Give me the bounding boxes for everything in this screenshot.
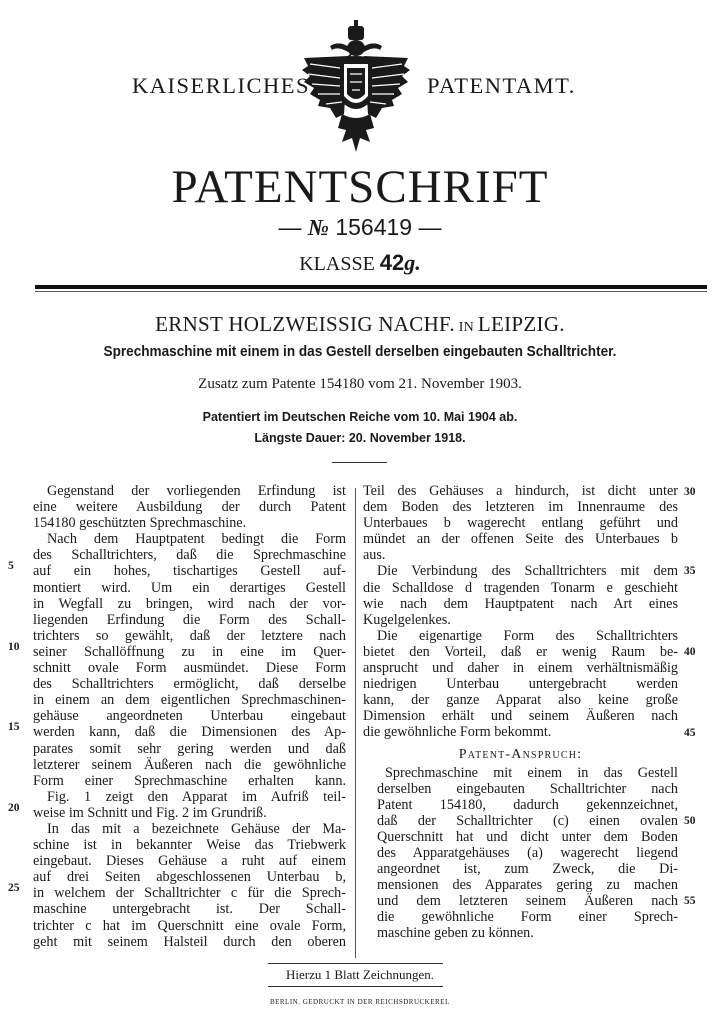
number-value: 156419 [335,214,413,240]
text-line: trichters so gewählt, daß der letztere nach [33,627,346,644]
line-number: 10 [8,641,20,653]
text-line: 154180 geschützten Sprechmaschine. [33,515,247,532]
text-line: liegenden Erfindung die Form des Schall- [33,611,346,628]
line-number: 30 [684,486,696,498]
text-line: eingebaut. Dieses Gehäuse a ruht auf einem [33,853,346,870]
text-line: Kugelgelenkes. [363,611,451,628]
line-number: 20 [8,802,20,814]
text-line: Patent 154180, dadurch gekennzeichnet, [377,796,678,813]
column-divider [355,488,356,958]
text-line: Dimension erhält und seinem Äußeren nach [363,708,678,725]
klasse-letter: g. [404,250,421,275]
number-symbol: № [307,215,329,240]
text-line: die Schalldose d tragenden Tonarm e geschieht [363,579,678,596]
text-line: eine weitere Ausbildung der durch Patent [33,499,346,516]
text-line: angeordnet ist, zum Zweck, die Di- [377,861,678,878]
text-line: maschine untergebracht ist. Der Schall- [33,901,346,918]
text-line: des Schalltrichters ermöglicht, daß derselbe [33,676,346,693]
applicant [0,312,720,337]
text-line: daß der Schalltrichter (c) einen ovalen [377,812,678,829]
text-line: Nach dem Hauptpatent bedingt die Form [47,531,346,548]
left-column [33,483,346,950]
text-line: trichter c hat im Querschnitt eine ovale Form, [33,917,346,934]
text-line: weise im Schnitt und Fig. 2 im Grundriß. [33,804,267,821]
text-line: auf ein hohes, tischartiges Gestell auf- [33,563,346,580]
text-line: gehäuse angeordneten Unterbau eingebaut [33,708,346,725]
thin-rule [35,291,707,292]
heavy-rule [35,285,707,289]
patent-number [0,214,720,241]
text-line: werden kann, daß die Dimensionen des Ap- [33,724,346,741]
short-rule [332,462,387,463]
text-line: in welchem der Schalltrichter c für die Sprech- [33,885,346,902]
text-line: derselben eingebauten Schalltrichter nach [377,780,678,797]
max-duration: Längste Dauer: 20. November 1918. [254,431,466,445]
klasse-label: KLASSE [299,253,380,275]
patent-class [0,250,720,276]
right-column-body [363,483,678,741]
text-line: letzterer seinem Äußeren nach die gewöhnliche [33,756,346,773]
text-line: die gewöhnliche Form einer Sprech- [377,909,678,926]
footer-rule-bottom [268,986,443,987]
text-line: in Wegfall zu bringen, wird nach der vor- [33,595,346,612]
text-line: geht mit seinem Halsteil durch den oberen [33,933,346,950]
line-number: 5 [8,560,14,572]
line-number: 35 [684,565,696,577]
dash-right: — [412,214,442,240]
text-line: Sprechmaschine mit einem in das Gestell [385,764,678,781]
applicant-in: IN [454,320,478,335]
imperial-eagle-icon [300,18,412,154]
document-title: PATENTSCHRIFT [171,161,549,213]
line-number: 25 [8,882,20,894]
text-line: montiert wird. Um ein derartiges Gestell [33,579,346,596]
text-line: niedrigen Unterbau untergebracht werden [363,676,678,693]
line-number: 55 [684,895,696,907]
text-line: auf drei Seiten abgeschlossenen Unterbau b, [33,869,346,886]
text-line: dem Boden des letzteren im Innenraume des [363,499,678,516]
text-line: Form einer Sprechmaschine erhalten kann. [33,772,346,789]
line-number: 40 [684,646,696,658]
invention-title: Sprechmaschine mit einem in das Gestell derselben eingebauten Schalltrichter. [103,344,617,360]
text-line: Querschnitt hat und dicht unter dem Boden [377,828,678,845]
text-line: des Apparatgehäuses (a) wagerecht liegend [377,844,678,861]
printer-imprint: BERLIN. GEDRUCKT IN DER REICHSDRUCKEREI. [269,998,451,1006]
line-number: 45 [684,727,696,739]
text-line: maschine geben zu können. [377,925,534,942]
text-line: mensionen des Apparates gering zu machen [377,877,678,894]
text-line: mündet an der offenen Seite des Unterbaues b [363,531,678,548]
applicant-city: LEIPZIG. [477,312,565,336]
text-line: schnitt ovale Form ausmündet. Diese Form [33,660,346,677]
text-line: des Schalltrichters, daß die Sprechmaschine [33,547,346,564]
text-line: in einem an dem eigentlichen Sprechmaschinen- [33,692,346,709]
drawings-note: Hierzu 1 Blatt Zeichnungen. [285,967,434,982]
klasse-number: 42 [379,250,405,275]
text-line: Teil des Gehäuses a hindurch, ist dicht unter [363,483,678,499]
text-line: Fig. 1 zeigt den Apparat im Aufriß teil- [47,788,346,805]
addition-note: Zusatz zum Patente 154180 vom 21. November 1903. [198,376,522,392]
text-line: parates somit sehr gering werden und daß [33,740,346,757]
text-line: aus. [363,547,386,564]
text-line: ansprucht und daher in einem verhältnismäßig [363,660,678,677]
text-line: Gegenstand der vorliegenden Erfindung ist [47,483,346,499]
text-line: seiner Schallöffnung zu in eine im Quer- [33,643,346,660]
text-line: schine ist in bekannter Weise das Triebwerk [33,837,346,854]
text-line: In das mit a bezeichnete Gehäuse der Ma- [47,820,346,837]
claim-body [363,765,678,942]
header-kaiserliches: KAISERLICHES [132,73,311,98]
text-line: und dem letzteren seinem Äußeren nach [377,893,678,910]
patented-date: Patentiert im Deutschen Reiche vom 10. Mai 1904 ab. [202,410,518,424]
right-column [363,483,678,942]
dash-left: — [278,214,308,240]
text-line: bietet den Vorteil, daß er wenig Raum be- [363,643,678,660]
line-number: 15 [8,721,20,733]
footer-rule-top [268,963,443,964]
text-line: wie nach dem Hauptpatent nach Art eines [363,595,678,612]
applicant-name: ERNST HOLZWEISSIG NACHF. [155,312,455,336]
header-patentamt: PATENTAMT. [427,73,576,98]
text-line: Die Verbindung des Schalltrichters mit dem [377,563,678,580]
text-line: Unterbaues b wagerecht entlang geführt und [363,515,678,532]
text-line: Die eigenartige Form des Schalltrichters [377,627,678,644]
text-line: kann, der ganze Apparat also keine große [363,692,678,709]
text-line: die gewöhnliche Form bekommt. [363,724,552,741]
line-number: 50 [684,815,696,827]
claim-heading: Patent-Anspruch: [458,746,583,762]
